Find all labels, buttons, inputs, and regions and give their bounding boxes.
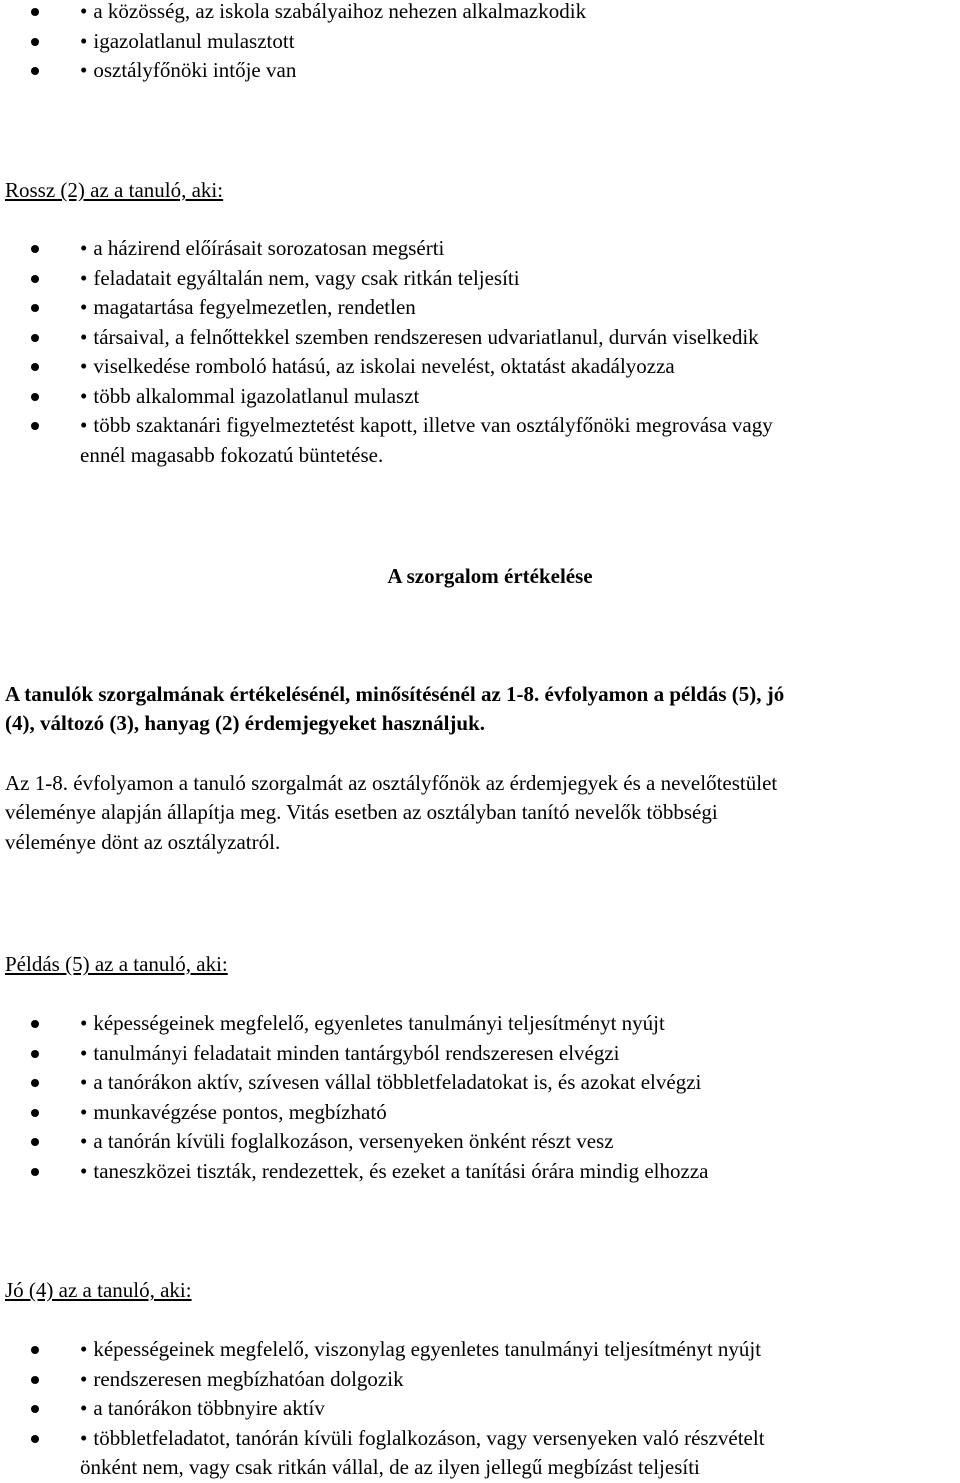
bullet-icon — [31, 1435, 39, 1443]
bullet-icon — [31, 38, 39, 46]
list-item-text: több szaktanári figyelmeztetést kapott, illetve van osztályfőnöki megrovása vagy — [93, 413, 773, 437]
peldas-list — [0, 1009, 960, 1186]
bullet-icon — [31, 363, 39, 371]
list-item: • rendszeresen megbízhatóan dolgozik — [0, 1365, 960, 1395]
list-item: • taneszközei tiszták, rendezettek, és ezeket a tanítási órára mindig elhozza — [0, 1157, 960, 1187]
list-item: • magatartása fegyelmezetlen, rendetlen — [0, 293, 960, 323]
peldas-heading: Példás (5) az a tanuló, aki: — [5, 952, 228, 976]
list-item-text: rendszeresen megbízhatóan dolgozik — [93, 1366, 404, 1391]
list-item-text: viselkedése romboló hatású, az iskolai nevelést, oktatást akadályozza — [93, 354, 675, 378]
list-item: • társaival, a felnőttekkel szemben rendszeresen udvariatlanul, durván viselkedik — [0, 323, 960, 353]
bullet-icon — [31, 1079, 39, 1087]
section-title: A szorgalom értékelése — [387, 564, 593, 588]
bullet-icon — [31, 1138, 39, 1146]
bullet-icon — [31, 8, 39, 16]
list-item-text: többletfeladatot, tanórán kívüli foglalkozáson, vagy versenyeken való részvételt — [93, 1425, 765, 1450]
list-item-text-cont: önként nem, vagy csak ritkán vállal, de az ilyen jellegű megbízást teljesíti — [80, 1455, 700, 1479]
list-item-text: képességeinek megfelelő, egyenletes tanulmányi teljesítményt nyújt — [93, 1011, 665, 1035]
list-item: • több alkalommal igazolatlanul mulaszt — [0, 382, 960, 412]
bullet-icon — [31, 1020, 39, 1028]
list-item: • igazolatlanul mulasztott — [0, 27, 960, 57]
bullet-icon — [31, 334, 39, 342]
list-item-text: feladatait egyáltalán nem, vagy csak ritkán teljesíti — [93, 265, 520, 290]
list-item: • a házirend előírásait sorozatosan megsérti — [0, 234, 960, 264]
list-item-text: képességeinek megfelelő, viszonylag egyenletes tanulmányi teljesítményt nyújt — [93, 1337, 762, 1361]
list-item-text: a házirend előírásait sorozatosan megsérti — [93, 236, 445, 260]
jo-list — [0, 1335, 960, 1483]
szorgalom-bold-line-2: (4), változó (3), hanyag (2) érdemjegyeket használjuk. — [5, 711, 486, 735]
list-item: • a közösség, az iskola szabályaihoz nehezen alkalmazkodik — [0, 0, 960, 27]
list-item-text: a tanórákon aktív, szívesen vállal többletfeladatokat is, és azokat elvégzi — [93, 1070, 702, 1094]
list-item-text: magatartása fegyelmezetlen, rendetlen — [93, 295, 416, 319]
behavior-list-top — [0, 0, 960, 86]
bullet-icon — [31, 1050, 39, 1058]
bullet-icon — [31, 422, 39, 430]
bullet-icon — [31, 1346, 39, 1354]
list-item: • osztályfőnöki intője van — [0, 56, 960, 86]
list-item-text: munkavégzése pontos, megbízható — [93, 1099, 387, 1124]
list-item-text: tanulmányi feladatait minden tantárgyból rendszeresen elvégzi — [93, 1040, 620, 1065]
bullet-icon — [31, 1376, 39, 1384]
list-item: • a tanórákon többnyire aktív — [0, 1394, 960, 1424]
list-item: • feladatait egyáltalán nem, vagy csak ritkán teljesíti — [0, 264, 960, 294]
list-item: • munkavégzése pontos, megbízható — [0, 1098, 960, 1128]
list-item-text: igazolatlanul mulasztott — [93, 28, 295, 53]
bullet-icon — [31, 67, 39, 75]
list-item: • többletfeladatot, tanórán kívüli foglalkozáson, vagy versenyeken való részvételt önként nem, vagy csak ritkán vállal, de az ilyen jellegű megbízást teljesíti — [0, 1424, 960, 1483]
bullet-icon — [31, 1405, 39, 1413]
list-item: • a tanórán kívüli foglalkozáson, versenyeken önként részt vesz — [0, 1127, 960, 1157]
rossz-list — [0, 234, 960, 470]
bullet-icon — [31, 275, 39, 283]
rossz-heading: Rossz (2) az a tanuló, aki: — [5, 178, 224, 202]
jo-heading: Jó (4) az a tanuló, aki: — [5, 1278, 192, 1302]
list-item-text: taneszközei tiszták, rendezettek, és ezeket a tanítási órára mindig elhozza — [93, 1158, 709, 1183]
szorgalom-bold-line-1: A tanulók szorgalmának értékelésénél, minősítésénél az 1-8. évfolyamon a példás (5), jó — [5, 682, 785, 706]
bullet-icon — [31, 304, 39, 312]
bullet-icon — [31, 245, 39, 253]
list-item: • a tanórákon aktív, szívesen vállal többletfeladatokat is, és azokat elvégzi — [0, 1068, 960, 1098]
list-item-text: a közösség, az iskola szabályaihoz nehezen alkalmazkodik — [93, 0, 587, 23]
list-item-text: több alkalommal igazolatlanul mulaszt — [93, 383, 420, 408]
szorgalom-para-line-1: Az 1-8. évfolyamon a tanuló szorgalmát az osztályfőnök az érdemjegyek és a nevelőtestület — [5, 771, 778, 795]
szorgalom-para-line-3: véleménye dönt az osztályzatról. — [5, 830, 281, 854]
list-item: • képességeinek megfelelő, viszonylag egyenletes tanulmányi teljesítményt nyújt — [0, 1335, 960, 1365]
list-item-text-cont: ennél magasabb fokozatú büntetése. — [80, 442, 384, 467]
list-item: • viselkedése romboló hatású, az iskolai nevelést, oktatást akadályozza — [0, 352, 960, 382]
list-item: • képességeinek megfelelő, egyenletes tanulmányi teljesítményt nyújt — [0, 1009, 960, 1039]
list-item-text: társaival, a felnőttekkel szemben rendszeresen udvariatlanul, durván viselkedik — [93, 324, 759, 349]
list-item-text: a tanórákon többnyire aktív — [93, 1396, 325, 1420]
szorgalom-para-line-2: véleménye alapján állapítja meg. Vitás esetben az osztályban tanító nevelők többségi — [5, 800, 718, 824]
bullet-icon — [31, 1109, 39, 1117]
bullet-icon — [31, 393, 39, 401]
list-item: • több szaktanári figyelmeztetést kapott, illetve van osztályfőnöki megrovása vagy ennél magasabb fokozatú büntetése. — [0, 411, 960, 470]
list-item-text: a tanórán kívüli foglalkozáson, versenyeken önként részt vesz — [93, 1129, 614, 1153]
bullet-icon — [31, 1168, 39, 1176]
list-item-text: osztályfőnöki intője van — [93, 58, 297, 82]
list-item: • tanulmányi feladatait minden tantárgyból rendszeresen elvégzi — [0, 1039, 960, 1069]
